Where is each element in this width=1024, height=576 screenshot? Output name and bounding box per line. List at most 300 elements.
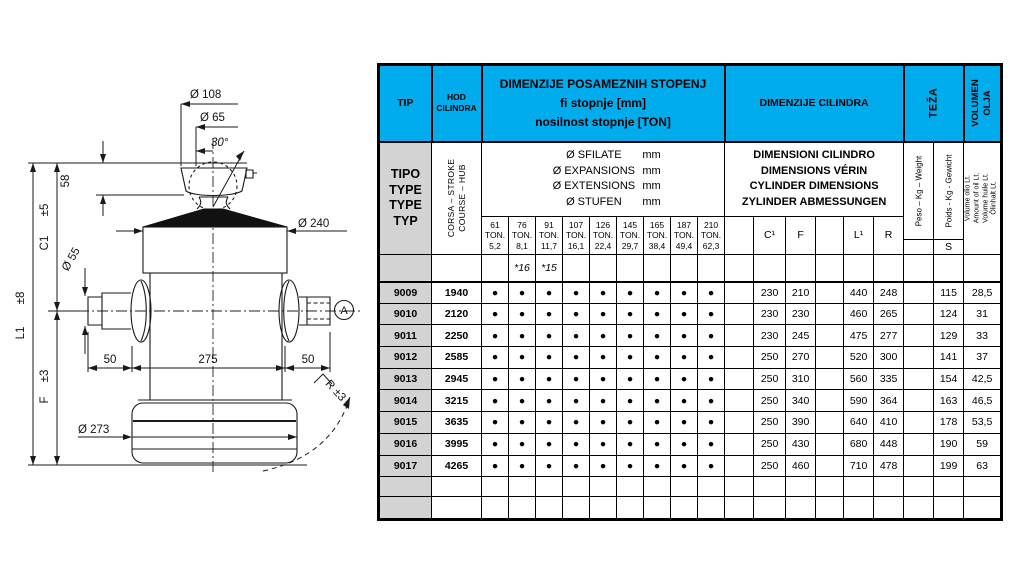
stage-dot-cell: ●: [482, 412, 509, 434]
empty-cell: [482, 497, 509, 520]
tip-cell: 9013: [379, 368, 432, 390]
weight-group-label: TEŽA: [927, 87, 940, 119]
stage-dot-cell: ●: [617, 455, 644, 477]
stage-dot-cell: ●: [698, 368, 725, 390]
grease-nipple: [246, 170, 257, 178]
stage-dot-cell: ●: [644, 455, 671, 477]
empty-cell: [816, 368, 844, 390]
ton-unit: TON.: [646, 230, 668, 241]
weight-label-2: Poids - Kg - Gewicht: [943, 154, 953, 228]
legend-row: [482, 164, 724, 179]
stage-dot-cell: ●: [698, 282, 725, 304]
stage-dot-cell: ●: [482, 325, 509, 347]
empty-cell: [432, 255, 482, 282]
stage-dot-cell: ●: [644, 347, 671, 369]
kg-cell: 129: [934, 325, 964, 347]
empty-cell: [725, 455, 754, 477]
empty-cell: [536, 477, 563, 497]
empty-cell: [671, 477, 698, 497]
stage-dot-cell: ●: [482, 368, 509, 390]
legend-line: CYLINDER DIMENSIONS: [749, 180, 879, 193]
empty-cell: [904, 390, 934, 412]
kg-cell: 178: [934, 412, 964, 434]
stage-dot-cell: ●: [563, 282, 590, 304]
ton-col-header: [617, 217, 644, 255]
empty-cell: [934, 255, 964, 282]
l1-cell: 640: [844, 412, 874, 434]
tipo-header-cell: [379, 142, 432, 255]
empty-cell: [874, 477, 904, 497]
stage-dot-cell: ●: [509, 433, 536, 455]
stage-dot-cell: ●: [671, 303, 698, 325]
f-cell: 390: [786, 412, 816, 434]
table-row-9010: [379, 303, 1002, 325]
legend-row: [482, 195, 724, 210]
c1-cell: 250: [754, 455, 786, 477]
ton-unit: TON.: [538, 230, 560, 241]
spec-table-container: [377, 63, 1003, 521]
empty-cell: [844, 477, 874, 497]
empty-row: [379, 497, 1002, 520]
stage-diameters-legend: [482, 142, 725, 217]
dim-label-d55: Ø 55: [59, 245, 83, 274]
legend-line: DIMENSIONI CILINDRO: [753, 149, 875, 162]
kg-cell: 115: [934, 282, 964, 304]
telescopic-cylinder-drawing: [0, 0, 377, 576]
vol-cell: 42,5: [964, 368, 1002, 390]
stage-dot-cell: ●: [563, 433, 590, 455]
r-cell: 410: [874, 412, 904, 434]
empty-cell: [816, 433, 844, 455]
stage-dot-cell: ●: [590, 325, 617, 347]
empty-cell: [816, 477, 844, 497]
stage-dot-cell: ●: [617, 282, 644, 304]
stage-dot-cell: ●: [671, 282, 698, 304]
stage-diameter: 210: [703, 220, 719, 231]
legend-label: Ø SFILATE: [566, 149, 622, 162]
empty-cell: [754, 477, 786, 497]
tipo-line: TYP: [393, 213, 418, 228]
centerlines: [78, 138, 362, 474]
stage-dot-cell: ●: [563, 368, 590, 390]
empty-cell: [698, 497, 725, 520]
dim-col-l1: L¹: [844, 217, 874, 255]
empty-cell: [904, 477, 934, 497]
table-row-9009: [379, 282, 1002, 304]
empty-cell: [816, 497, 844, 520]
vol-cell: 46,5: [964, 390, 1002, 412]
c1-cell: 250: [754, 412, 786, 434]
tip-cell: 9010: [379, 303, 432, 325]
stage-dot-cell: ●: [698, 433, 725, 455]
empty-cell: [590, 477, 617, 497]
empty-cell: [904, 455, 934, 477]
stage-dot-cell: ●: [617, 368, 644, 390]
stage-dot-cell: ●: [536, 455, 563, 477]
table-row-9014: [379, 390, 1002, 412]
empty-cell: [432, 497, 482, 520]
legend-line: Volume huile Lt.: [982, 173, 990, 224]
stage-dot-cell: ●: [536, 347, 563, 369]
spec-table: [377, 63, 1003, 521]
stages-group-header: [482, 65, 725, 142]
s-cell: S: [934, 240, 964, 255]
dim-label-c1: C1: [39, 235, 51, 251]
balloon-a-label: A: [340, 305, 348, 317]
ton-unit: TON.: [592, 230, 614, 241]
stage-dot-cell: ●: [671, 325, 698, 347]
ton-unit: TON.: [565, 230, 587, 241]
empty-cell: [934, 497, 964, 520]
stage-dot-cell: ●: [509, 412, 536, 434]
legend-label: Ø EXTENSIONS: [552, 180, 636, 193]
dim-label-d108: Ø 108: [190, 89, 222, 101]
empty-cell: [934, 477, 964, 497]
stage-diameter: 107: [568, 220, 584, 231]
empty-cell: [754, 255, 786, 282]
f-cell: 310: [786, 368, 816, 390]
empty-cell: [482, 477, 509, 497]
stage-dot-cell: ●: [563, 347, 590, 369]
legend-row: [482, 179, 724, 194]
hod-cell: 3995: [432, 433, 482, 455]
stage-dot-cell: ●: [563, 455, 590, 477]
stage-capacity: 22,4: [594, 240, 612, 251]
c1-cell: 250: [754, 390, 786, 412]
table-row-9012: [379, 347, 1002, 369]
stages-header-line: DIMENZIJE POSAMEZNIH STOPENJ: [499, 77, 707, 92]
hod-cell: 2120: [432, 303, 482, 325]
legend-unit: mm: [642, 180, 661, 193]
empty-cell: [725, 347, 754, 369]
base-bell: [132, 403, 297, 463]
empty-cell: [590, 497, 617, 520]
stage-capacity: 8,1: [516, 240, 528, 251]
stage-dot-cell: ●: [698, 390, 725, 412]
empty-cell: [563, 497, 590, 520]
stage-diameter: 76: [517, 220, 527, 231]
empty-cell: [725, 412, 754, 434]
stage-dot-cell: ●: [563, 390, 590, 412]
empty-cell: [725, 325, 754, 347]
vol-cell: 33: [964, 325, 1002, 347]
empty-cell: [563, 255, 590, 282]
subheader-row: [379, 142, 1002, 217]
empty-cell: [671, 255, 698, 282]
stage-dot-cell: ●: [590, 455, 617, 477]
stroke-header-label: [445, 159, 467, 237]
empty-cell: [904, 282, 934, 304]
empty-cell: [844, 497, 874, 520]
stage-capacity: 38,4: [648, 240, 666, 251]
stage-dot-cell: ●: [590, 433, 617, 455]
ton-col-header: [563, 217, 590, 255]
empty-cell: [904, 368, 934, 390]
stage-dot-cell: ●: [617, 303, 644, 325]
empty-cell: [536, 497, 563, 520]
tip-cell: 9009: [379, 282, 432, 304]
empty-cell: [725, 433, 754, 455]
stage-dot-cell: ●: [671, 368, 698, 390]
kg-cell: 163: [934, 390, 964, 412]
legend-label: Ø EXPANSIONS: [552, 164, 636, 177]
notes-row: [379, 255, 1002, 282]
stage-diameter: 187: [676, 220, 692, 231]
ball-head: [181, 162, 257, 210]
dim-label-d273: Ø 273: [78, 424, 110, 436]
l1-cell: 475: [844, 325, 874, 347]
stage-dot-cell: ●: [698, 303, 725, 325]
empty-cell: [379, 477, 432, 497]
stage-capacity: 29,7: [621, 240, 639, 251]
tip-cell: 9017: [379, 455, 432, 477]
empty-cell: [644, 477, 671, 497]
weight-col-header-2: [934, 142, 964, 240]
stage-dot-cell: ●: [482, 455, 509, 477]
stage-diameter: 91: [544, 220, 554, 231]
table-row-9017: [379, 455, 1002, 477]
c1-cell: 250: [754, 368, 786, 390]
vol-cell: 59: [964, 433, 1002, 455]
dim-label-50-right: 50: [301, 354, 315, 366]
tip-cell: 9011: [379, 325, 432, 347]
empty-cell: [725, 282, 754, 304]
empty-cell: [904, 412, 934, 434]
stage-dot-cell: ●: [644, 303, 671, 325]
c1-cell: 250: [754, 347, 786, 369]
empty-cell: [904, 497, 934, 520]
stage-capacity: 11,7: [541, 240, 557, 251]
bellows-cone: [143, 209, 287, 227]
stage-dot-cell: ●: [509, 368, 536, 390]
vol-cell: 53,5: [964, 412, 1002, 434]
stage-dot-cell: ●: [482, 390, 509, 412]
tipo-line: TIPO: [390, 167, 421, 181]
empty-cell: [786, 255, 816, 282]
hod-cell: 1940: [432, 282, 482, 304]
hod-cell: 2945: [432, 368, 482, 390]
empty-cell: [590, 255, 617, 282]
l1-cell: 520: [844, 347, 874, 369]
ton-col-header: [644, 217, 671, 255]
empty-cell: [725, 368, 754, 390]
dim-label-radius: R ±3: [322, 378, 348, 404]
stage-diameter: 145: [622, 220, 638, 231]
stage-dot-cell: ●: [671, 390, 698, 412]
ton-col-header: [671, 217, 698, 255]
balloon-a: [335, 301, 354, 320]
empty-cell: [964, 255, 1002, 282]
oil-volume-label: [970, 80, 994, 128]
dim-label-l1-tol: ±8: [15, 291, 27, 305]
empty-cell: [617, 477, 644, 497]
empty-cell: [482, 255, 509, 282]
stage-dot-cell: ●: [590, 282, 617, 304]
hod-cell: 2585: [432, 347, 482, 369]
stage-dot-cell: ●: [536, 368, 563, 390]
f-cell: 430: [786, 433, 816, 455]
empty-cell: [725, 390, 754, 412]
dim-col-f: F: [786, 217, 816, 255]
empty-dim-col: [816, 217, 844, 255]
ton-col-header: [509, 217, 536, 255]
stage-dot-cell: ●: [536, 282, 563, 304]
legend-label: Ø STUFEN: [566, 195, 622, 208]
empty-cell: [816, 347, 844, 369]
f-cell: 210: [786, 282, 816, 304]
tip-cell: 9015: [379, 412, 432, 434]
legend-unit: mm: [642, 149, 661, 162]
ton-col-header: [536, 217, 563, 255]
hod-cell: 4265: [432, 455, 482, 477]
dim-label-f-tol: ±3: [39, 369, 51, 383]
stage-dot-cell: ●: [482, 347, 509, 369]
empty-cell: [816, 303, 844, 325]
f-cell: 270: [786, 347, 816, 369]
stage-dot-cell: ●: [671, 455, 698, 477]
f-cell: 245: [786, 325, 816, 347]
empty-cell: [725, 477, 754, 497]
l1-cell: 560: [844, 368, 874, 390]
l1-cell: 460: [844, 303, 874, 325]
r-cell: 265: [874, 303, 904, 325]
dim-label-c1-tol: ±5: [39, 203, 51, 217]
empty-cell: [617, 497, 644, 520]
stroke-header-cell: [432, 142, 482, 255]
dimension-arrows: [30, 101, 350, 465]
stage-dot-cell: ●: [644, 282, 671, 304]
stage-dot-cell: ●: [698, 347, 725, 369]
empty-cell: [816, 325, 844, 347]
empty-cell: [816, 255, 844, 282]
r-cell: 335: [874, 368, 904, 390]
empty-row: [379, 477, 1002, 497]
empty-cell: [844, 255, 874, 282]
kg-cell: 199: [934, 455, 964, 477]
empty-cell: [786, 477, 816, 497]
legend-unit: mm: [642, 195, 661, 208]
stage-dot-cell: ●: [698, 455, 725, 477]
stage-dot-cell: ●: [617, 347, 644, 369]
empty-weight-cell: [904, 240, 934, 255]
stage-diameter: 165: [649, 220, 665, 231]
dim-col-r: R: [874, 217, 904, 255]
ton-col-header: [482, 217, 509, 255]
hod-cell: 3215: [432, 390, 482, 412]
empty-cell: [563, 477, 590, 497]
empty-cell: [786, 497, 816, 520]
stage-dot-cell: ●: [509, 347, 536, 369]
c1-cell: 230: [754, 303, 786, 325]
radius-arc: [263, 397, 350, 471]
empty-cell: [754, 497, 786, 520]
empty-cell: [379, 497, 432, 520]
tip-cell: 9012: [379, 347, 432, 369]
stage-dot-cell: ●: [590, 368, 617, 390]
cylinder-dims-group-header: DIMENZIJE CILINDRA: [725, 65, 904, 142]
c1-cell: 230: [754, 325, 786, 347]
stage-dot-cell: ●: [482, 433, 509, 455]
stage-dot-cell: ●: [536, 303, 563, 325]
ton-col-header: [590, 217, 617, 255]
stage-dot-cell: ●: [617, 325, 644, 347]
empty-cell: [432, 477, 482, 497]
oil-volume-legend: [964, 142, 1002, 255]
empty-cell: [725, 497, 754, 520]
stage-dot-cell: ●: [509, 282, 536, 304]
l1-cell: 710: [844, 455, 874, 477]
stroke-line: CORSA – STROKE: [445, 159, 456, 238]
stage-diameter: 126: [595, 220, 611, 231]
empty-cell: [904, 347, 934, 369]
tipo-line: TYPE: [389, 182, 422, 197]
stage-dot-cell: ●: [617, 390, 644, 412]
stage-dot-cell: ●: [617, 433, 644, 455]
stage-dot-cell: ●: [590, 347, 617, 369]
hod-line: CILINDRA: [436, 103, 477, 114]
ton-col-header: [698, 217, 725, 255]
empty-cell: [816, 282, 844, 304]
stage-dot-cell: ●: [563, 325, 590, 347]
cylinder-dims-legend: [725, 142, 904, 217]
stage-dot-cell: ●: [644, 433, 671, 455]
empty-cell: [698, 477, 725, 497]
dim-label-angle: 30°: [211, 137, 229, 149]
dim-label-d65: Ø 65: [200, 112, 225, 124]
empty-cell: [725, 303, 754, 325]
ton-unit: TON.: [673, 230, 695, 241]
c1-cell: 250: [754, 433, 786, 455]
empty-cell: [874, 497, 904, 520]
l1-cell: 440: [844, 282, 874, 304]
f-cell: 230: [786, 303, 816, 325]
empty-cell: [698, 255, 725, 282]
empty-cell: [964, 497, 1002, 520]
tipo-line: TYPE: [389, 198, 422, 213]
stages-header-line: fi stopnje [mm]: [560, 95, 647, 110]
stage-dot-cell: ●: [590, 303, 617, 325]
tip-column-header: TIP: [379, 65, 432, 142]
dim-label-58: 58: [60, 174, 72, 188]
cylinder-body: [138, 227, 292, 400]
dim-label-d240: Ø 240: [298, 218, 330, 230]
stage-dot-cell: ●: [644, 412, 671, 434]
stage-capacity: 49,4: [675, 240, 693, 251]
r-cell: 248: [874, 282, 904, 304]
empty-cell: [964, 477, 1002, 497]
stage-dot-cell: ●: [536, 412, 563, 434]
oil-volume-legend-label: [965, 173, 1000, 224]
table-row-9015: [379, 412, 1002, 434]
r-cell: 364: [874, 390, 904, 412]
table-row-9016: [379, 433, 1002, 455]
header-row: [379, 65, 1002, 142]
stage-dot-cell: ●: [482, 303, 509, 325]
note-cell: *15: [536, 255, 563, 282]
stage-capacity: 16,1: [567, 240, 585, 251]
dimension-lines: [28, 104, 347, 465]
kg-cell: 190: [934, 433, 964, 455]
stages-header-line: nosilnost stopnje [TON]: [535, 114, 671, 129]
empty-cell: [816, 390, 844, 412]
empty-cell: [904, 325, 934, 347]
hod-cell: 3635: [432, 412, 482, 434]
stage-dot-cell: ●: [509, 325, 536, 347]
empty-cell: [509, 477, 536, 497]
r-cell: 448: [874, 433, 904, 455]
stage-dot-cell: ●: [590, 390, 617, 412]
vol-cell: 37: [964, 347, 1002, 369]
